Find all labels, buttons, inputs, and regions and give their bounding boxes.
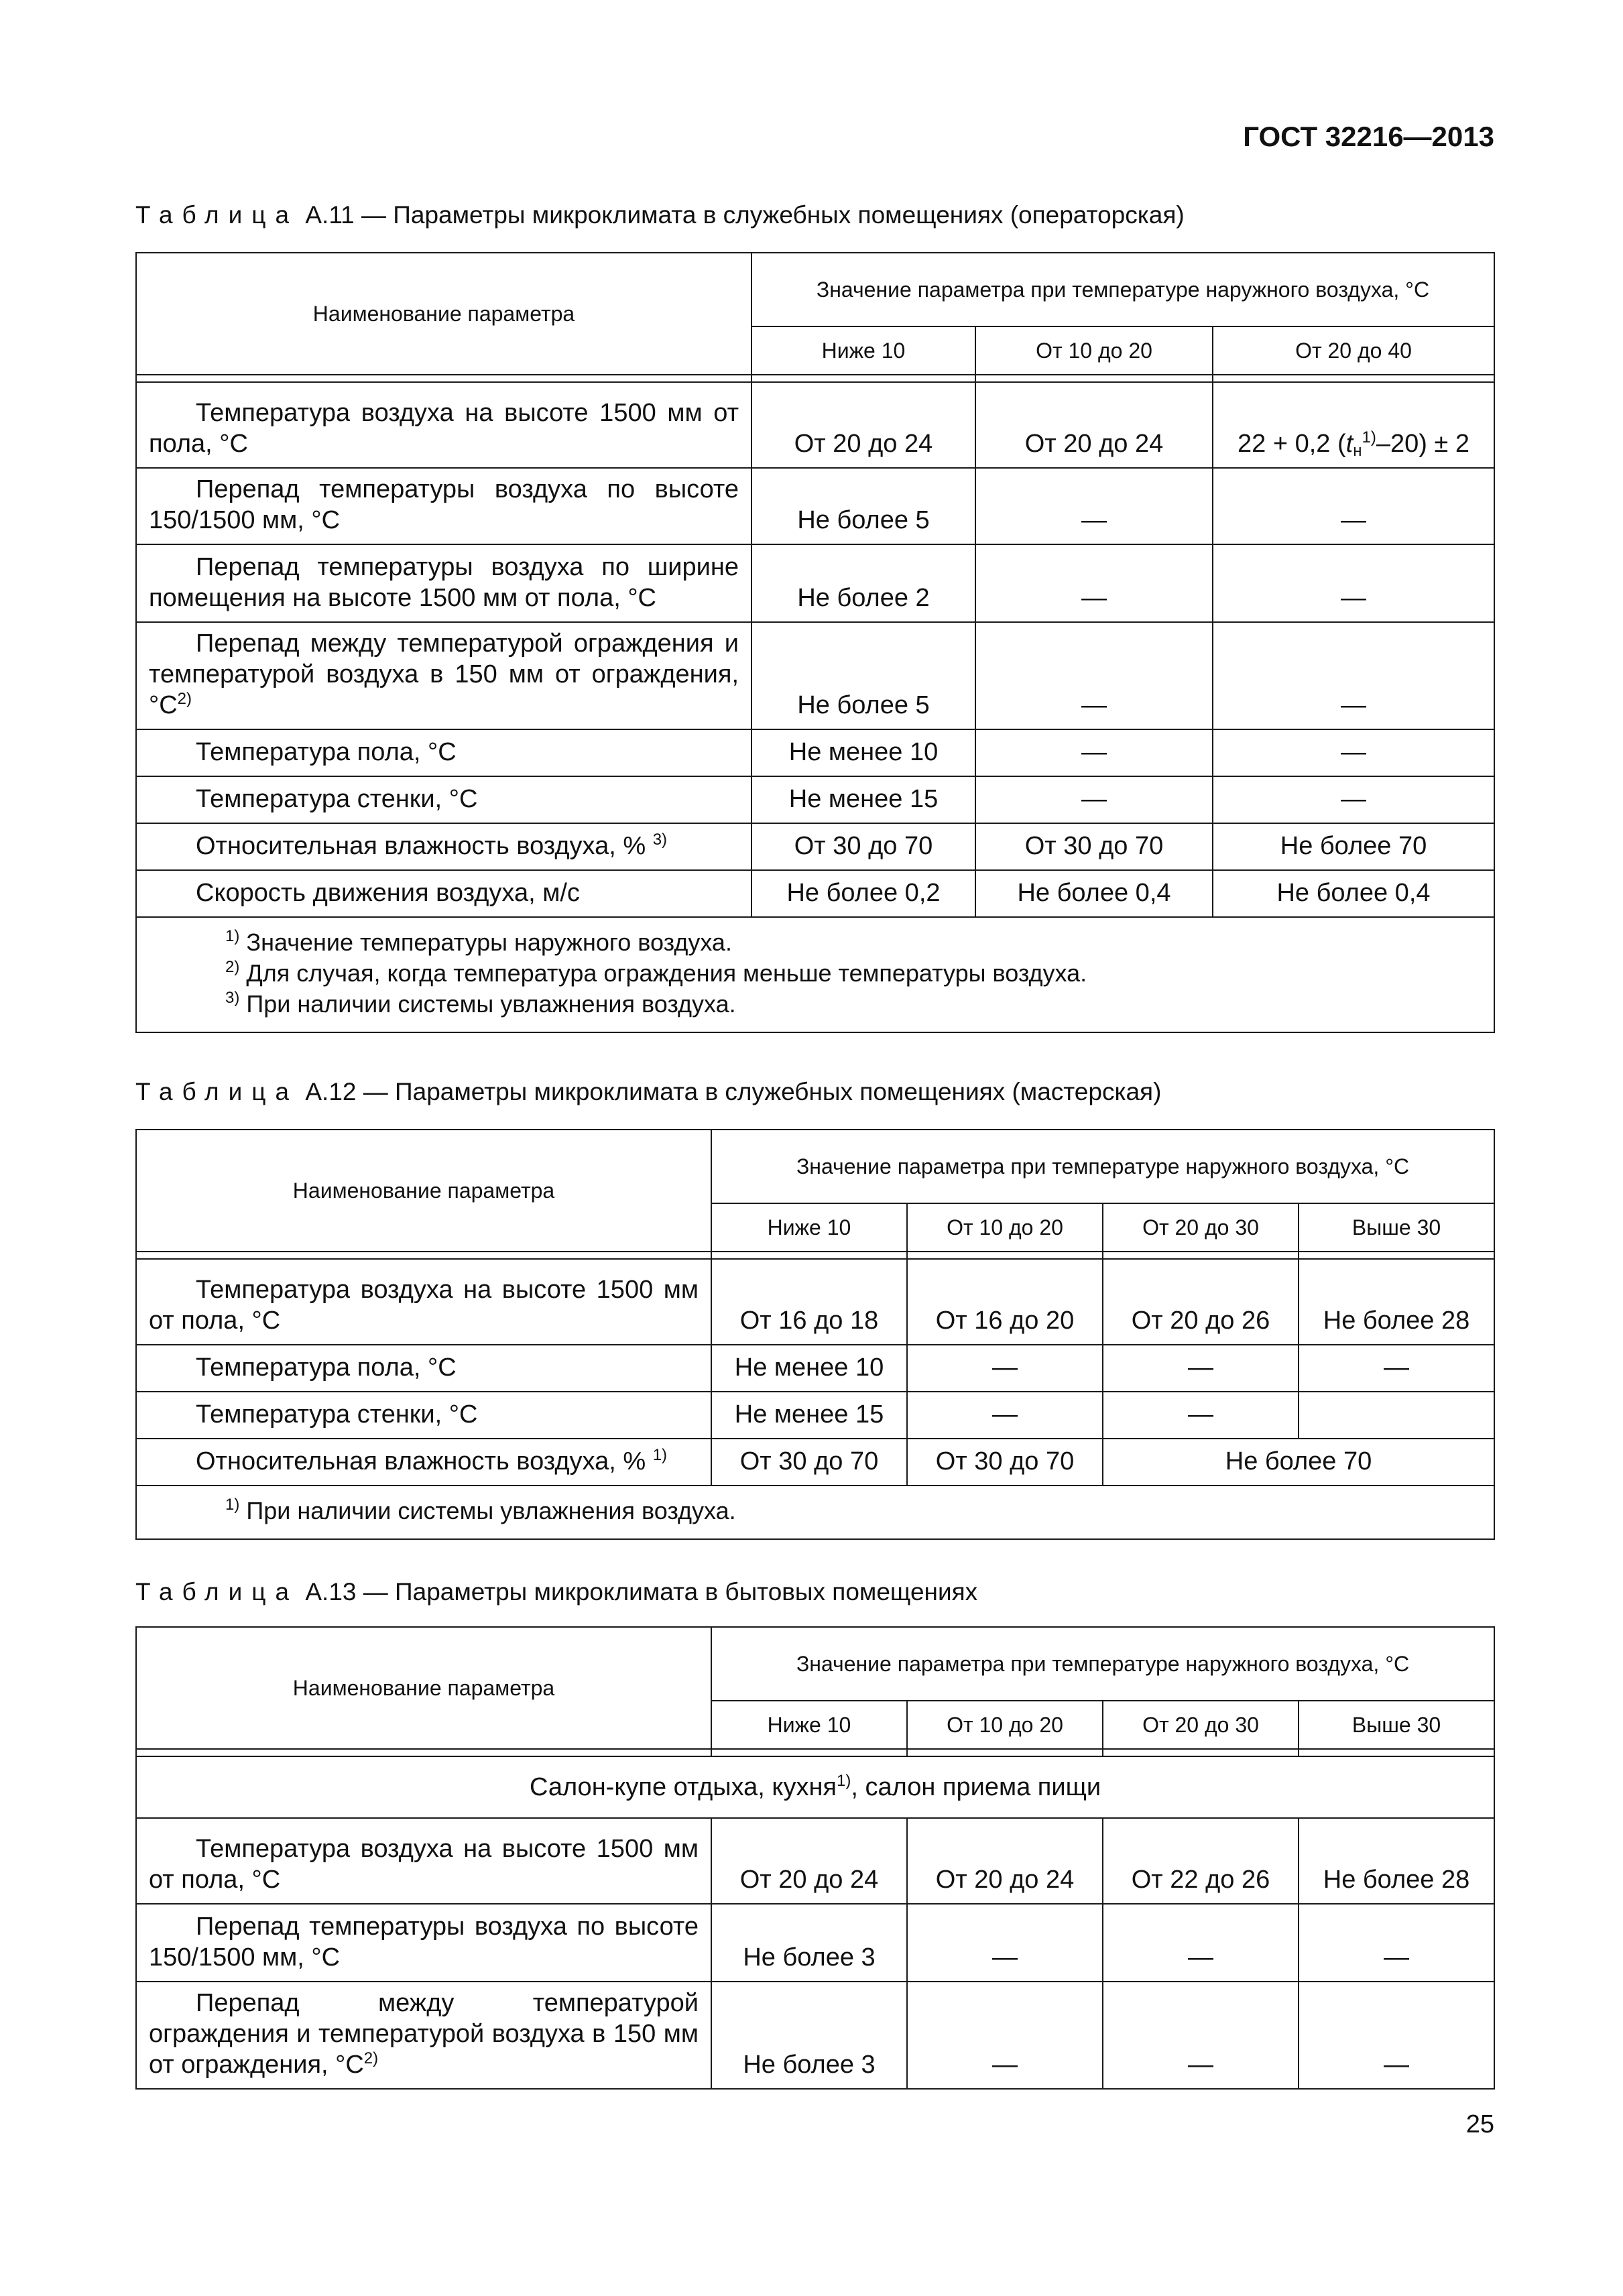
- param-value: —: [975, 729, 1213, 776]
- param-value: —: [1213, 622, 1494, 729]
- param-name: Относительная влажность воздуха, % $^{3)}$: [136, 823, 752, 870]
- param-name-header: Наименование параметра: [136, 253, 752, 375]
- param-name: Перепад температуры воздуха по ширине помещения на высоте 1500 мм от пола, °C: [136, 544, 752, 622]
- param-name: Перепад температуры воздуха по высоте 150/1500 мм, °C: [136, 468, 752, 544]
- param-value: От 20 до 26: [1103, 1259, 1299, 1345]
- param-value: Не более 70: [1103, 1439, 1494, 1486]
- caption-word: Таблица: [135, 201, 299, 229]
- section-heading: Салон-купе отдыха, кухня$^{1)}$, салон приема пищи: [136, 1756, 1494, 1818]
- param-value: —: [907, 1982, 1103, 2089]
- param-value: Не более 0,4: [1213, 870, 1494, 917]
- param-name: Относительная влажность воздуха, % $^{1)}$: [136, 1439, 711, 1486]
- param-value: —: [1103, 1392, 1299, 1439]
- table-row: [136, 1904, 1494, 1982]
- param-name: Температура воздуха на высоте 1500 мм от пола, °C: [136, 1818, 711, 1904]
- table-notes: [136, 917, 1494, 1032]
- param-name: Перепад между температурой ограждения и температурой воздуха в 150 мм от ограждения, $^\circ C^{2)}$: [136, 622, 752, 729]
- table-row: [136, 468, 1494, 544]
- param-name-header: Наименование параметра: [136, 1130, 711, 1252]
- table-a13-caption: [135, 1578, 977, 1606]
- table-row: [136, 1392, 1494, 1439]
- param-name: Температура пола, °C: [136, 1345, 711, 1392]
- caption-word: Таблица: [135, 1578, 299, 1606]
- param-value: От 30 до 70: [711, 1439, 907, 1486]
- param-value: —: [907, 1392, 1103, 1439]
- param-name: Перепад температуры воздуха по высоте 150/1500 мм, °C: [136, 1904, 711, 1982]
- param-name: Температура стенки, °C: [136, 776, 752, 823]
- param-value: Не более 2: [752, 544, 975, 622]
- param-value: Не более 5: [752, 468, 975, 544]
- table-row: [136, 1259, 1494, 1345]
- param-value: Не менее 10: [711, 1345, 907, 1392]
- footnote: $^{3)}$ При наличии системы увлажнения воздуха.: [225, 989, 736, 1018]
- table-notes-row: [136, 1486, 1494, 1539]
- table-a12: [135, 1129, 1495, 1540]
- param-value: —: [975, 622, 1213, 729]
- param-value: —: [1213, 544, 1494, 622]
- table-row: [136, 776, 1494, 823]
- table-row: [136, 729, 1494, 776]
- param-value: Не более 28: [1299, 1259, 1494, 1345]
- param-name: Температура воздуха на высоте 1500 мм от пола, °C: [136, 1259, 711, 1345]
- column-header: От 10 до 20: [907, 1701, 1103, 1749]
- param-value: —: [1213, 776, 1494, 823]
- param-value: —: [1103, 1982, 1299, 2089]
- table-row: [136, 1818, 1494, 1904]
- table-row: [136, 870, 1494, 917]
- param-value: [1299, 1392, 1494, 1439]
- column-header: От 20 до 30: [1103, 1203, 1299, 1252]
- param-value: —: [1103, 1904, 1299, 1982]
- param-value: От 20 до 24: [907, 1818, 1103, 1904]
- param-value: —: [907, 1345, 1103, 1392]
- caption-word: Таблица: [135, 1078, 299, 1105]
- param-name: Скорость движения воздуха, м/с: [136, 870, 752, 917]
- param-value: От 20 до 24: [752, 382, 975, 468]
- param-value: —: [1299, 1345, 1494, 1392]
- param-value: Не менее 10: [752, 729, 975, 776]
- column-header: Выше 30: [1299, 1701, 1494, 1749]
- param-name: Температура пола, °C: [136, 729, 752, 776]
- table-row: [136, 1345, 1494, 1392]
- caption-text: А.11 — Параметры микроклимата в служебных помещениях (операторская): [305, 201, 1185, 229]
- param-value: —: [907, 1904, 1103, 1982]
- table-row: [136, 382, 1494, 468]
- table-row: [136, 622, 1494, 729]
- document-standard-number: ГОСТ 32216—2013: [1243, 121, 1494, 152]
- param-value: —: [975, 776, 1213, 823]
- param-value: Не более 3: [711, 1904, 907, 1982]
- param-value: От 16 до 20: [907, 1259, 1103, 1345]
- page-number: 25: [1465, 2110, 1494, 2138]
- param-value: Не менее 15: [711, 1392, 907, 1439]
- column-header: Ниже 10: [711, 1701, 907, 1749]
- param-value: —: [1103, 1345, 1299, 1392]
- param-value: Не более 0,2: [752, 870, 975, 917]
- param-value: —: [1299, 1982, 1494, 2089]
- column-header: Ниже 10: [711, 1203, 907, 1252]
- table-a13: [135, 1626, 1495, 2090]
- param-value: —: [1299, 1904, 1494, 1982]
- param-value: —: [1213, 468, 1494, 544]
- footnote: $^{1)}$ При наличии системы увлажнения воздуха.: [225, 1496, 736, 1524]
- param-value: Не более 5: [752, 622, 975, 729]
- param-value: Не более 28: [1299, 1818, 1494, 1904]
- table-a11: [135, 252, 1495, 1033]
- param-value: Не менее 15: [752, 776, 975, 823]
- column-header: От 10 до 20: [907, 1203, 1103, 1252]
- param-value: От 16 до 18: [711, 1259, 907, 1345]
- param-value: От 22 до 26: [1103, 1818, 1299, 1904]
- param-value: От 30 до 70: [907, 1439, 1103, 1486]
- param-value: Не более 3: [711, 1982, 907, 2089]
- param-name: Температура воздуха на высоте 1500 мм от пола, °C: [136, 382, 752, 468]
- column-header: Выше 30: [1299, 1203, 1494, 1252]
- footnote: $^{2)}$ Для случая, когда температура ограждения меньше температуры воздуха.: [225, 958, 1087, 987]
- param-value: От 20 до 24: [711, 1818, 907, 1904]
- footnote: $^{1)}$ Значение температуры наружного воздуха.: [225, 927, 732, 956]
- table-a12-caption: [135, 1078, 1161, 1106]
- caption-text: А.12 — Параметры микроклимата в служебных помещениях (мастерская): [305, 1078, 1162, 1105]
- param-name-header: Наименование параметра: [136, 1627, 711, 1749]
- param-value: —: [1213, 729, 1494, 776]
- param-value: От 30 до 70: [752, 823, 975, 870]
- value-header: Значение параметра при температуре наружного воздуха, °C: [711, 1627, 1494, 1701]
- caption-text: А.13 — Параметры микроклимата в бытовых помещениях: [305, 1578, 978, 1606]
- value-header: Значение параметра при температуре наружного воздуха, °C: [752, 253, 1494, 326]
- table-notes: [136, 1486, 1494, 1539]
- column-header: Ниже 10: [752, 326, 975, 375]
- column-header: От 20 до 30: [1103, 1701, 1299, 1749]
- section-row: [136, 1756, 1494, 1818]
- param-value: Не более 70: [1213, 823, 1494, 870]
- param-value: —: [975, 544, 1213, 622]
- param-name: Температура стенки, °C: [136, 1392, 711, 1439]
- column-header: От 20 до 40: [1213, 326, 1494, 375]
- table-a11-caption: [135, 201, 1185, 229]
- param-value: От 20 до 24: [975, 382, 1213, 468]
- param-name: Перепад между температурой ограждения и температурой воздуха в 150 мм от ограждения, $^\circ C^{2)}$: [136, 1982, 711, 2089]
- value-header: Значение параметра при температуре наружного воздуха, °C: [711, 1130, 1494, 1203]
- table-row: [136, 1982, 1494, 2089]
- param-formula: 22 + 0,2 $(t_н^{1)}-20) \pm 2$: [1213, 382, 1494, 468]
- table-row: [136, 1439, 1494, 1486]
- column-header: От 10 до 20: [975, 326, 1213, 375]
- table-row: [136, 823, 1494, 870]
- table-row: [136, 544, 1494, 622]
- param-value: Не более 0,4: [975, 870, 1213, 917]
- param-value: От 30 до 70: [975, 823, 1213, 870]
- param-value: —: [975, 468, 1213, 544]
- table-notes-row: [136, 917, 1494, 1032]
